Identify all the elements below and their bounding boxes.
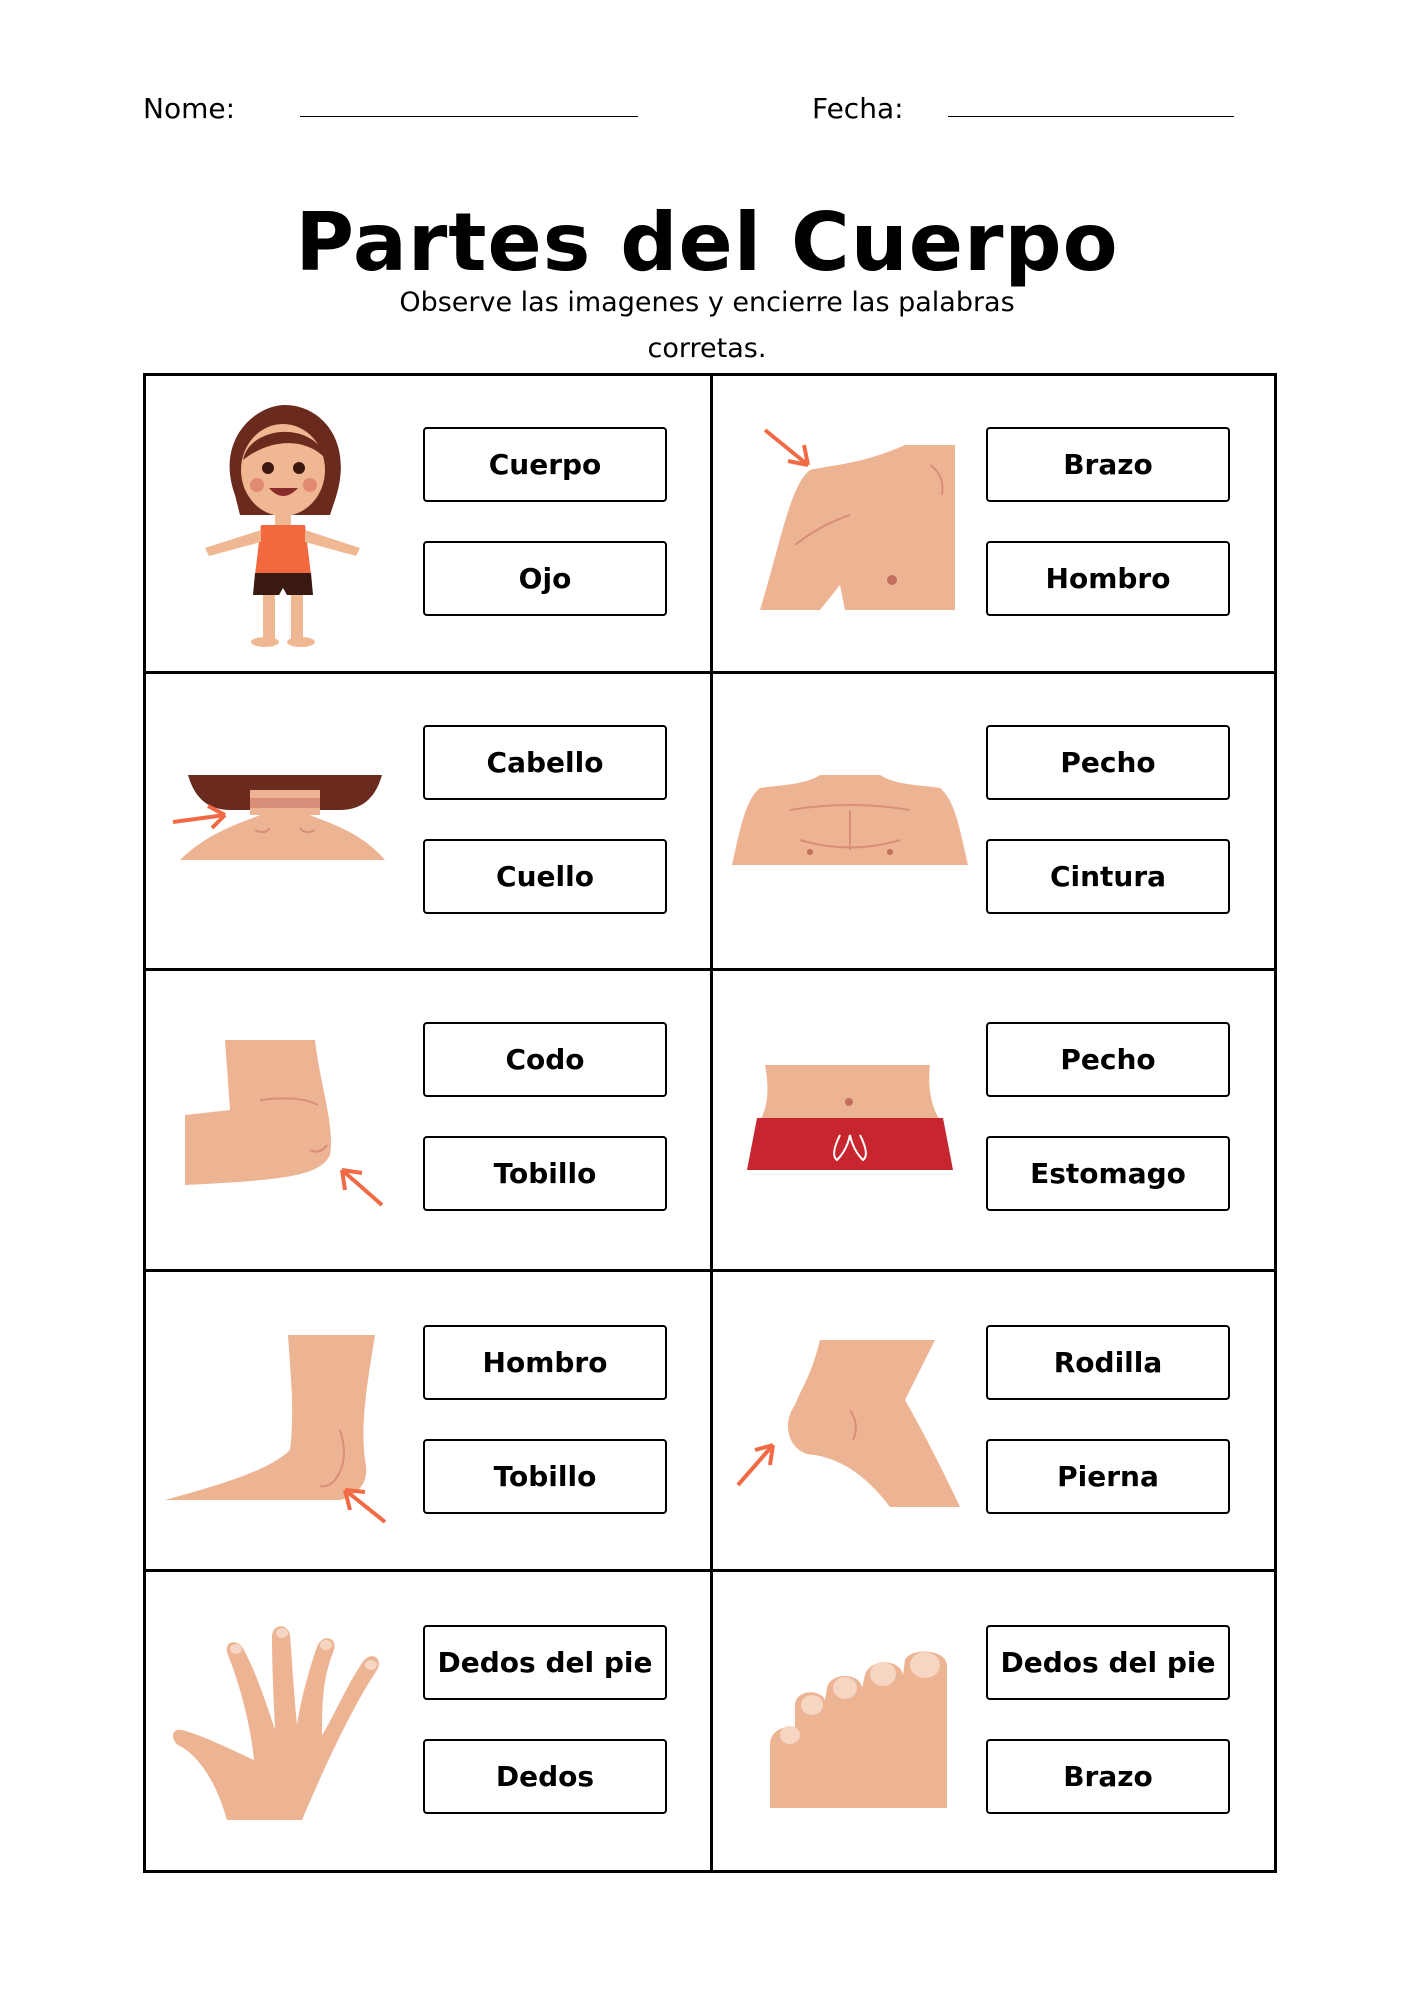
option-box[interactable]: Pierna <box>986 1439 1230 1514</box>
elbow-illustration <box>180 1035 390 1215</box>
grid-divider <box>143 1569 1277 1572</box>
option-box[interactable]: Tobillo <box>423 1136 667 1211</box>
knee-illustration <box>735 1335 965 1515</box>
shoulder-illustration <box>760 425 960 615</box>
option-box[interactable]: Tobillo <box>423 1439 667 1514</box>
girl-illustration <box>195 400 370 650</box>
option-box[interactable]: Hombro <box>986 541 1230 616</box>
option-box[interactable]: Codo <box>423 1022 667 1097</box>
option-box[interactable]: Brazo <box>986 1739 1230 1814</box>
date-field[interactable] <box>948 116 1234 117</box>
option-box[interactable]: Dedos <box>423 1739 667 1814</box>
option-box[interactable]: Cintura <box>986 839 1230 914</box>
grid-divider <box>710 373 713 1873</box>
option-box[interactable]: Cabello <box>423 725 667 800</box>
page-title: Partes del Cuerpo <box>295 196 1119 289</box>
name-field[interactable] <box>300 116 638 117</box>
option-box[interactable]: Estomago <box>986 1136 1230 1211</box>
option-box[interactable]: Cuerpo <box>423 427 667 502</box>
option-box[interactable]: Pecho <box>986 1022 1230 1097</box>
name-label: Nome: <box>143 92 236 125</box>
date-label: Fecha: <box>812 92 904 125</box>
toes-illustration <box>765 1650 950 1810</box>
option-box[interactable]: Pecho <box>986 725 1230 800</box>
hand-illustration <box>172 1625 387 1825</box>
chest-illustration <box>730 770 970 870</box>
option-box[interactable]: Brazo <box>986 427 1230 502</box>
option-box[interactable]: Dedos del pie <box>986 1625 1230 1700</box>
option-box[interactable]: Rodilla <box>986 1325 1230 1400</box>
grid-divider <box>143 968 1277 971</box>
option-box[interactable]: Cuello <box>423 839 667 914</box>
option-box[interactable]: Ojo <box>423 541 667 616</box>
option-box[interactable]: Hombro <box>423 1325 667 1400</box>
ankle-illustration <box>160 1330 400 1530</box>
stomach-illustration <box>745 1060 955 1175</box>
grid-divider <box>143 671 1277 674</box>
grid-divider <box>143 1269 1277 1272</box>
option-box[interactable]: Dedos del pie <box>423 1625 667 1700</box>
neck-illustration <box>170 770 390 870</box>
instructions: Observe las imagenes y encierre las palabras corretas. <box>399 287 1015 364</box>
